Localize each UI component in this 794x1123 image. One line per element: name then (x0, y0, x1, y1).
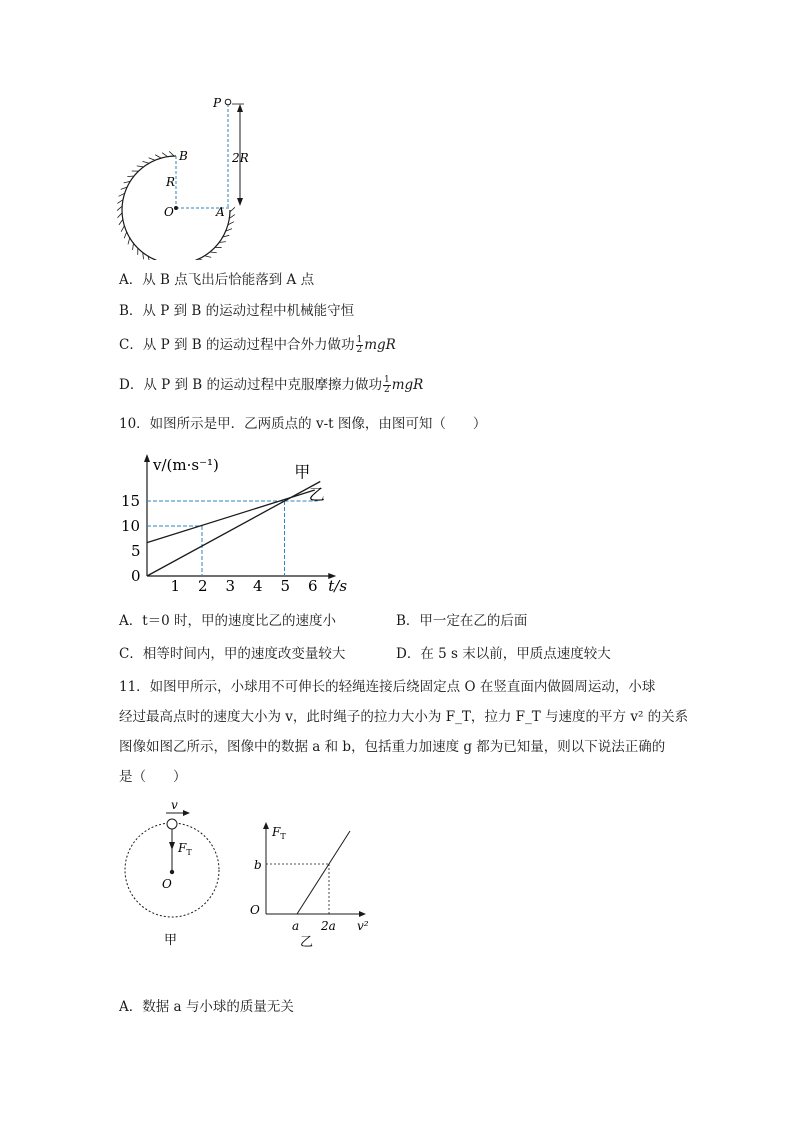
label-2R: 2R (232, 151, 249, 165)
x-tick-label: 2 (198, 577, 208, 595)
hatch-mark (169, 151, 174, 156)
figure-yi (246, 814, 386, 954)
hatch-mark (230, 207, 235, 212)
hatch-mark (205, 256, 212, 258)
q10-option-C: C．相等时间内，甲的速度改变量较大 (119, 646, 346, 662)
hatch-mark (124, 232, 126, 238)
y-axis-label: v/(m·s⁻¹) (153, 456, 219, 474)
q9-option-D: D．从 P 到 B 的运动过程中克服摩擦力做功 $\frac{1}{2}$ mgR (119, 375, 424, 395)
label-v2: v² (357, 919, 369, 933)
q11-stem-line3: 图像如图乙所示，图像中的数据 a 和 b，包括重力加速度 g 都为已知量，则以下说法正确的 (119, 739, 666, 755)
q11-option-A: A．数据 a 与小球的质量无关 (119, 999, 294, 1015)
caption-yi: 乙 (300, 935, 314, 950)
center-O (170, 870, 174, 874)
label-O: O (250, 903, 260, 917)
fraction-half: $\frac{1}{2}$ (384, 375, 390, 395)
point-O (174, 206, 178, 210)
label-B: B (179, 149, 188, 163)
x-axis-label: t/s (328, 577, 348, 595)
FT-line (297, 831, 350, 914)
series-line (147, 482, 320, 577)
hatch-mark (121, 226, 124, 232)
hatch-mark (199, 259, 205, 260)
hatch-mark (117, 206, 122, 210)
label-R: R (166, 175, 176, 189)
hatch-mark (155, 155, 161, 158)
vt-chart (115, 448, 375, 600)
hatch-mark (128, 238, 130, 245)
q10-option-A: A．t＝0 时，甲的速度比乙的速度小 (119, 613, 337, 629)
q9-option-B: B．从 P 到 B 的运动过程中机械能守恒 (119, 303, 355, 319)
q9-option-C: C．从 P 到 B 的运动过程中合外力做功 $\frac{1}{2}$ mgR (119, 335, 396, 355)
q10-stem: 10．如图所示是甲．乙两质点的 v-t 图像，由图可知（ ） (119, 416, 487, 432)
point-P (225, 99, 231, 105)
y-tick-label: 10 (121, 517, 141, 535)
x-tick-label: 6 (308, 577, 318, 595)
q9-option-A: A．从 B 点飞出后恰能落到 A 点 (119, 272, 315, 288)
label-v: v (171, 798, 178, 812)
fraction-half: $\frac{1}{2}$ (356, 335, 363, 355)
y-tick-label: 0 (131, 567, 141, 585)
hatch-mark (118, 213, 123, 218)
q11-stem-line2: 经过最高点时的速度大小为 v，此时绳子的拉力大小为 F_T，拉力 F_T 与速度的平方 v² 的关系 (119, 709, 689, 725)
hatch-mark (149, 158, 155, 161)
x-tick-label: 4 (253, 577, 263, 595)
q10-option-B: B．甲一定在乙的后面 (396, 613, 528, 629)
y-tick-label: 15 (121, 492, 141, 510)
x-tick-label: 1 (170, 577, 181, 595)
q11-stem-line4: 是（ ） (119, 769, 187, 785)
label-A: A (216, 205, 225, 219)
label-P: P (213, 96, 222, 110)
series-label: 甲 (294, 462, 311, 482)
label-O: O (162, 877, 172, 891)
ball (167, 819, 177, 829)
hatch-mark (133, 243, 134, 250)
series-line (147, 490, 315, 543)
track-figure (110, 90, 270, 260)
hatch-mark (143, 161, 149, 163)
x-tick-label: 3 (225, 577, 236, 595)
label-a: a (292, 919, 300, 933)
hatch-mark (210, 252, 217, 253)
figure-jia (118, 796, 228, 956)
y-axis-arrow (144, 454, 150, 462)
label-2a: 2a (321, 919, 336, 933)
hatch-mark (137, 166, 144, 167)
x-tick-label: 5 (280, 577, 291, 595)
hatch-mark (162, 153, 167, 157)
hatch-mark (119, 219, 123, 224)
label-FT: $F_T$ (178, 841, 192, 857)
series-label: 乙 (308, 485, 325, 504)
q10-option-D: D．在 5 s 末以前，甲质点速度较大 (396, 646, 611, 662)
label-b: b (254, 858, 262, 872)
label-FT: $F_T$ (272, 825, 286, 841)
y-tick-label: 5 (131, 542, 141, 560)
q11-stem-line1: 11．如图甲所示，小球用不可伸长的轻绳连接后绕固定点 O 在竖直面内做圆周运动，小球 (119, 679, 656, 695)
label-O: O (164, 205, 174, 219)
caption-jia: 甲 (164, 933, 178, 948)
